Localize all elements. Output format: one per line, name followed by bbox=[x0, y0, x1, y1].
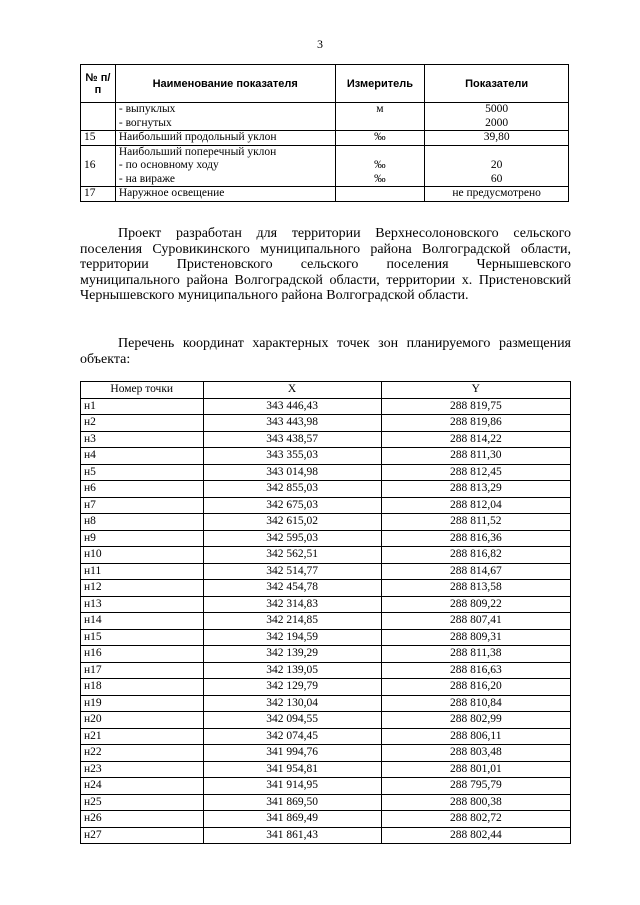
indicator-name-line: Наружное освещение bbox=[118, 187, 225, 199]
unit-line: м bbox=[376, 103, 384, 115]
point-number: н11 bbox=[81, 563, 204, 580]
y-coordinate: 288 814,67 bbox=[381, 563, 570, 580]
table-row bbox=[81, 580, 571, 597]
x-coordinate: 341 869,49 bbox=[203, 811, 381, 828]
header-x: X bbox=[203, 382, 381, 399]
coordinates-table bbox=[80, 381, 571, 844]
table-row bbox=[81, 596, 571, 613]
x-coordinate: 343 014,98 bbox=[203, 464, 381, 481]
y-coordinate: 288 806,11 bbox=[381, 728, 570, 745]
value-line: не предусмотрено bbox=[452, 187, 541, 199]
x-coordinate: 342 094,55 bbox=[203, 712, 381, 729]
point-number: н1 bbox=[81, 398, 204, 415]
value bbox=[425, 187, 569, 202]
point-number: н7 bbox=[81, 497, 204, 514]
row-number bbox=[81, 103, 116, 131]
table-row bbox=[81, 778, 571, 795]
point-number: н22 bbox=[81, 745, 204, 762]
unit bbox=[335, 131, 425, 146]
point-number: н26 bbox=[81, 811, 204, 828]
indicator-name-line: - по основному ходу bbox=[118, 159, 219, 171]
table-row bbox=[81, 728, 571, 745]
y-coordinate: 288 812,45 bbox=[381, 464, 570, 481]
table-row bbox=[81, 745, 571, 762]
point-number: н16 bbox=[81, 646, 204, 663]
header-indicator-name: Наименование показателя bbox=[115, 65, 335, 103]
point-number: н21 bbox=[81, 728, 204, 745]
y-coordinate: 288 816,36 bbox=[381, 530, 570, 547]
table-row bbox=[81, 448, 571, 465]
table-row bbox=[81, 646, 571, 663]
y-coordinate: 288 795,79 bbox=[381, 778, 570, 795]
table-row bbox=[81, 131, 569, 146]
indicator-name-line: - выпуклых bbox=[118, 103, 176, 115]
table-row bbox=[81, 415, 571, 432]
x-coordinate: 342 194,59 bbox=[203, 629, 381, 646]
point-number: н13 bbox=[81, 596, 204, 613]
x-coordinate: 341 954,81 bbox=[203, 761, 381, 778]
point-number: н14 bbox=[81, 613, 204, 630]
value-line: 20 bbox=[490, 159, 503, 171]
point-number: н27 bbox=[81, 827, 204, 844]
y-coordinate: 288 816,82 bbox=[381, 547, 570, 564]
x-coordinate: 341 861,43 bbox=[203, 827, 381, 844]
value bbox=[425, 145, 569, 187]
point-number: н3 bbox=[81, 431, 204, 448]
header-number: № п/п bbox=[81, 65, 116, 103]
x-coordinate: 342 454,78 bbox=[203, 580, 381, 597]
table-row bbox=[81, 761, 571, 778]
x-coordinate: 342 615,02 bbox=[203, 514, 381, 531]
y-coordinate: 288 819,75 bbox=[381, 398, 570, 415]
unit bbox=[335, 103, 425, 131]
table-row bbox=[81, 712, 571, 729]
point-number: н5 bbox=[81, 464, 204, 481]
point-number: н9 bbox=[81, 530, 204, 547]
table-row bbox=[81, 811, 571, 828]
y-coordinate: 288 814,22 bbox=[381, 431, 570, 448]
value-line: 60 bbox=[490, 172, 503, 185]
unit-line: ‰ bbox=[374, 172, 386, 185]
point-number: н12 bbox=[81, 580, 204, 597]
x-coordinate: 342 214,85 bbox=[203, 613, 381, 630]
unit-line bbox=[339, 146, 422, 160]
unit-line: ‰ bbox=[374, 159, 386, 171]
x-coordinate: 343 438,57 bbox=[203, 431, 381, 448]
y-coordinate: 288 813,29 bbox=[381, 481, 570, 498]
value-line: 39,80 bbox=[483, 131, 510, 143]
table-row bbox=[81, 464, 571, 481]
x-coordinate: 342 314,83 bbox=[203, 596, 381, 613]
row-number: 17 bbox=[81, 187, 116, 202]
indicator-name-line: Наибольший поперечный уклон bbox=[118, 145, 277, 158]
x-coordinate: 342 675,03 bbox=[203, 497, 381, 514]
value-line: 5000 bbox=[485, 103, 509, 115]
table-row bbox=[81, 497, 571, 514]
table-row bbox=[81, 481, 571, 498]
x-coordinate: 343 446,43 bbox=[203, 398, 381, 415]
table-row bbox=[81, 613, 571, 630]
indicator-name-line: - вогнутых bbox=[118, 116, 172, 129]
table-row bbox=[81, 187, 569, 202]
unit-line: ‰ bbox=[374, 131, 386, 143]
table-row bbox=[81, 145, 569, 187]
header-values: Показатели bbox=[425, 65, 569, 103]
y-coordinate: 288 811,38 bbox=[381, 646, 570, 663]
value-line bbox=[428, 146, 565, 160]
point-number: н6 bbox=[81, 481, 204, 498]
table-row bbox=[81, 547, 571, 564]
page-number: 3 bbox=[317, 37, 323, 51]
table-row bbox=[81, 530, 571, 547]
header-point-number: Номер точки bbox=[81, 382, 204, 399]
table-row bbox=[81, 514, 571, 531]
y-coordinate: 288 809,31 bbox=[381, 629, 570, 646]
value bbox=[425, 103, 569, 131]
point-number: н20 bbox=[81, 712, 204, 729]
x-coordinate: 341 994,76 bbox=[203, 745, 381, 762]
x-coordinate: 341 914,95 bbox=[203, 778, 381, 795]
table-row bbox=[81, 662, 571, 679]
point-number: н2 bbox=[81, 415, 204, 432]
project-territory-paragraph: Проект разработан для территории Верхнесолоновского сельского поселения Суровикинского муниципального района Волгоградской области, территории Пристеновского сельского поселения Чернышевского муниципального района Волгоградской области, территории х. Пристеновский Чернышевского муниципального района Волгоградской области. bbox=[80, 226, 571, 304]
y-coordinate: 288 812,04 bbox=[381, 497, 570, 514]
header-y: Y bbox=[381, 382, 570, 399]
y-coordinate: 288 800,38 bbox=[381, 794, 570, 811]
point-number: н24 bbox=[81, 778, 204, 795]
indicator-name bbox=[115, 187, 335, 202]
table-row bbox=[81, 827, 571, 844]
table-row bbox=[81, 679, 571, 696]
x-coordinate: 342 595,03 bbox=[203, 530, 381, 547]
point-number: н25 bbox=[81, 794, 204, 811]
point-number: н10 bbox=[81, 547, 204, 564]
indicator-name bbox=[115, 145, 335, 187]
point-number: н19 bbox=[81, 695, 204, 712]
unit-line bbox=[339, 187, 422, 201]
table-header-row bbox=[81, 65, 569, 103]
value bbox=[425, 131, 569, 146]
y-coordinate: 288 802,72 bbox=[381, 811, 570, 828]
y-coordinate: 288 809,22 bbox=[381, 596, 570, 613]
table-row bbox=[81, 629, 571, 646]
x-coordinate: 342 139,29 bbox=[203, 646, 381, 663]
x-coordinate: 342 855,03 bbox=[203, 481, 381, 498]
x-coordinate: 343 443,98 bbox=[203, 415, 381, 432]
table-header-row bbox=[81, 382, 571, 399]
indicator-name bbox=[115, 103, 335, 131]
point-number: н17 bbox=[81, 662, 204, 679]
y-coordinate: 288 803,48 bbox=[381, 745, 570, 762]
table-row bbox=[81, 103, 569, 131]
header-unit: Измеритель bbox=[335, 65, 425, 103]
x-coordinate: 342 139,05 bbox=[203, 662, 381, 679]
unit bbox=[335, 145, 425, 187]
indicator-name-line: Наибольший продольный уклон bbox=[118, 131, 277, 143]
y-coordinate: 288 819,86 bbox=[381, 415, 570, 432]
point-number: н8 bbox=[81, 514, 204, 531]
x-coordinate: 343 355,03 bbox=[203, 448, 381, 465]
y-coordinate: 288 810,84 bbox=[381, 695, 570, 712]
table-row bbox=[81, 431, 571, 448]
y-coordinate: 288 813,58 bbox=[381, 580, 570, 597]
row-number: 16 bbox=[81, 145, 116, 187]
x-coordinate: 342 074,45 bbox=[203, 728, 381, 745]
table-row bbox=[81, 563, 571, 580]
row-number: 15 bbox=[81, 131, 116, 146]
point-number: н15 bbox=[81, 629, 204, 646]
y-coordinate: 288 807,41 bbox=[381, 613, 570, 630]
y-coordinate: 288 811,30 bbox=[381, 448, 570, 465]
x-coordinate: 342 129,79 bbox=[203, 679, 381, 696]
unit-line bbox=[339, 117, 422, 131]
y-coordinate: 288 816,63 bbox=[381, 662, 570, 679]
table-row bbox=[81, 695, 571, 712]
indicator-name bbox=[115, 131, 335, 146]
y-coordinate: 288 816,20 bbox=[381, 679, 570, 696]
point-number: н23 bbox=[81, 761, 204, 778]
point-number: н18 bbox=[81, 679, 204, 696]
point-number: н4 bbox=[81, 448, 204, 465]
coordinates-intro-paragraph: Перечень координат характерных точек зон планируемого размещения объекта: bbox=[80, 336, 571, 367]
y-coordinate: 288 802,44 bbox=[381, 827, 570, 844]
x-coordinate: 342 130,04 bbox=[203, 695, 381, 712]
value-line: 2000 bbox=[485, 116, 509, 129]
y-coordinate: 288 801,01 bbox=[381, 761, 570, 778]
table-row bbox=[81, 398, 571, 415]
y-coordinate: 288 802,99 bbox=[381, 712, 570, 729]
x-coordinate: 342 514,77 bbox=[203, 563, 381, 580]
y-coordinate: 288 811,52 bbox=[381, 514, 570, 531]
table-row bbox=[81, 794, 571, 811]
x-coordinate: 342 562,51 bbox=[203, 547, 381, 564]
unit bbox=[335, 187, 425, 202]
road-parameters-table bbox=[80, 64, 569, 202]
indicator-name-line: - на вираже bbox=[118, 172, 176, 185]
x-coordinate: 341 869,50 bbox=[203, 794, 381, 811]
